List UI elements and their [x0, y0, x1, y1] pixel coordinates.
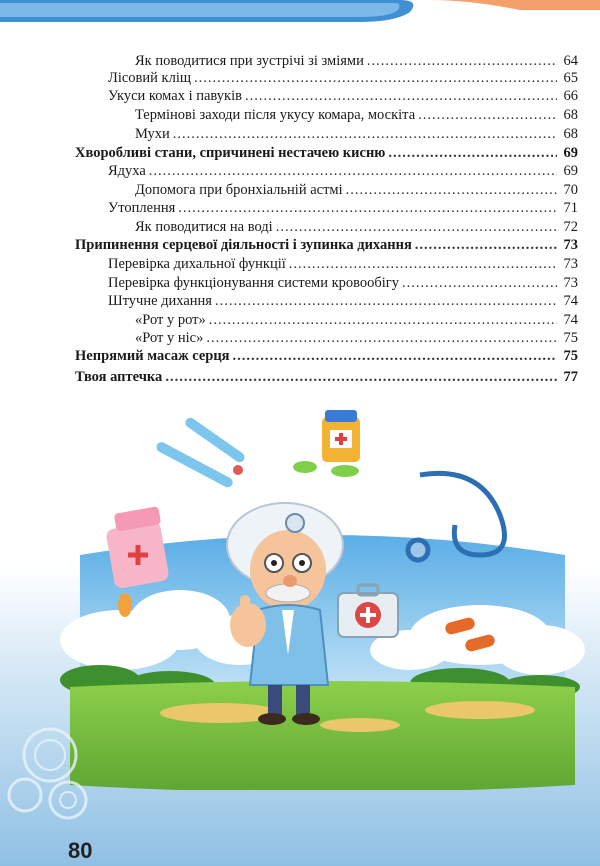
toc-entry[interactable]	[75, 235, 578, 255]
pill-bottle-icon	[293, 410, 360, 477]
toc-leader-dots	[346, 180, 557, 200]
toc-entry[interactable]	[108, 198, 578, 218]
toc-entry-page: 73	[563, 256, 578, 272]
toc-entry-title: Лісовий кліщ	[108, 70, 192, 86]
toc-leader-dots	[233, 346, 557, 366]
page-number: 80	[68, 838, 93, 863]
toc-entry[interactable]	[135, 217, 578, 237]
toc-leader-dots	[289, 254, 557, 274]
toc-entry[interactable]	[108, 254, 578, 274]
toc-entry-title: Утоплення	[108, 200, 176, 216]
toc-entry[interactable]	[75, 367, 578, 387]
toc-entry-title: Штучне дихання	[108, 293, 212, 309]
toc-entry-title: Укуси комах і павуків	[108, 88, 242, 104]
toc-entry-page: 69	[563, 163, 578, 179]
toc-leader-dots	[415, 235, 557, 255]
toc-leader-dots	[388, 143, 557, 163]
toc-entry[interactable]	[135, 124, 578, 144]
toc-entry-page: 68	[563, 126, 578, 142]
toc-entry-title: «Рот у рот»	[135, 312, 206, 328]
toc-entry-page: 73	[563, 275, 578, 291]
toc-entry-title: Непрямий масаж серця	[75, 348, 230, 364]
toc-entry-page: 65	[563, 70, 578, 86]
toc-entry-title: Перевірка функціонування системи кровообігу	[108, 275, 400, 291]
thermometer-icon	[155, 416, 247, 489]
toc-entry-title: Мухи	[135, 126, 170, 142]
toc-entry[interactable]	[108, 291, 578, 311]
toc-leader-dots	[402, 273, 557, 293]
toc-entry[interactable]	[108, 68, 578, 88]
toc-entry-title: Перевірка дихальної функції	[108, 256, 286, 272]
grass	[70, 681, 575, 790]
toc-leader-dots	[276, 217, 557, 237]
toc-entry[interactable]	[108, 86, 578, 106]
toc-entry-page: 72	[563, 219, 578, 235]
toc-leader-dots	[209, 310, 557, 330]
toc-entry[interactable]	[75, 346, 578, 366]
toc-entry-page: 71	[563, 200, 578, 216]
toc-entry-page: 69	[563, 145, 578, 161]
toc-leader-dots	[178, 198, 557, 218]
toc-entry[interactable]	[135, 328, 578, 348]
toc-entry[interactable]	[135, 310, 578, 330]
toc-entry-page: 70	[563, 182, 578, 198]
toc-entry-title: Як поводитися при зустрічі зі зміями	[135, 53, 364, 69]
toc-entry-page: 64	[563, 53, 578, 69]
toc-entry-page: 74	[563, 293, 578, 309]
toc-leader-dots	[245, 86, 557, 106]
toc-leader-dots	[194, 68, 557, 88]
toc-entry-title: Як поводитися на воді	[135, 219, 273, 235]
toc-leader-dots	[165, 367, 557, 387]
toc-entry[interactable]	[108, 273, 578, 293]
toc-entry-title: Термінові заходи після укусу комара, москіта	[135, 107, 416, 123]
toc-leader-dots	[206, 328, 557, 348]
toc-leader-dots	[418, 105, 557, 125]
toc-entry-page: 75	[563, 330, 578, 346]
toc-leader-dots	[173, 124, 557, 144]
toc-entry-title: Ядуха	[108, 163, 146, 179]
toc-entry[interactable]	[135, 180, 578, 200]
toc-leader-dots	[149, 161, 557, 181]
toc-entry-title: «Рот у ніс»	[135, 330, 204, 346]
bubble-decoration	[0, 700, 110, 866]
toc-entry[interactable]	[108, 161, 578, 181]
toc-entry-title: Допомога при бронхіальній астмі	[135, 182, 343, 198]
toc-entry-page: 68	[563, 107, 578, 123]
toc-entry-page: 75	[563, 348, 578, 364]
doctor-illustration	[60, 405, 585, 790]
toc-entry-page: 66	[563, 88, 578, 104]
toc-leader-dots	[215, 291, 557, 311]
toc-entry-title: Хворобливі стани, спричинені нестачею кисню	[75, 145, 386, 161]
toc-entry-page: 73	[563, 237, 578, 253]
toc-entry[interactable]	[75, 143, 578, 163]
table-of-contents	[0, 0, 600, 400]
toc-entry-title: Припинення серцевої діяльності і зупинка дихання	[75, 237, 412, 253]
toc-entry[interactable]	[135, 105, 578, 125]
toc-entry-page: 74	[563, 312, 578, 328]
toc-entry-title: Твоя аптечка	[75, 369, 163, 385]
toc-entry-page: 77	[563, 369, 578, 385]
